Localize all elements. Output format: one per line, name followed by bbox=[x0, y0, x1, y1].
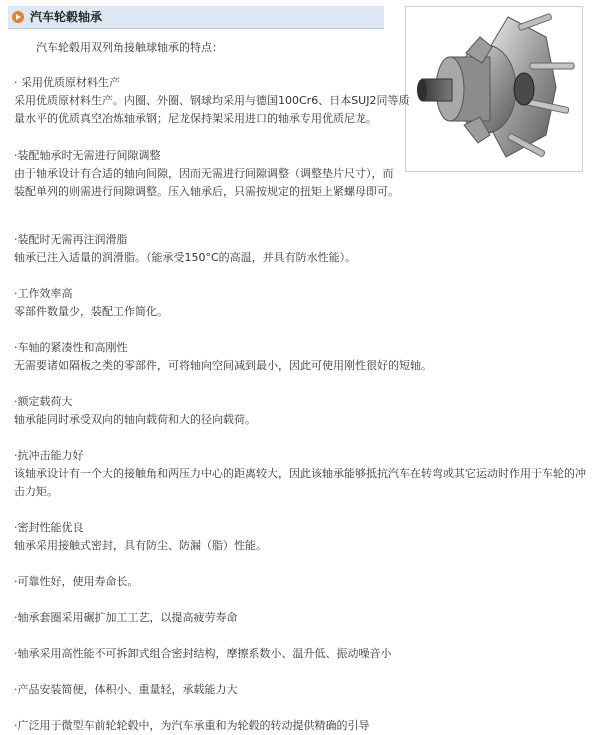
feature-heading: ·车轴的紧凑性和高刚性 bbox=[14, 341, 128, 354]
feature-item bbox=[14, 285, 586, 321]
feature-item bbox=[14, 339, 586, 375]
feature-item bbox=[14, 393, 586, 429]
feature-heading: ·抗冲击能力好 bbox=[14, 449, 84, 462]
feature-heading: ·可靠性好，使用寿命长。 bbox=[14, 575, 139, 588]
feature-list bbox=[14, 74, 586, 735]
feature-heading: ·装配轴承时无需进行间隙调整 bbox=[14, 149, 161, 162]
feature-item bbox=[14, 717, 586, 735]
feature-item bbox=[14, 74, 586, 128]
feature-heading: ·密封性能优良 bbox=[14, 521, 84, 534]
page-title: 汽车轮毂轴承 bbox=[30, 10, 103, 24]
feature-line: 轴承能同时承受双向的轴向载荷和大的径向载荷。 bbox=[14, 413, 256, 426]
feature-line: 由于轴承设计有合适的轴向间隙，因而无需进行间隙调整（调整垫片尺寸），而 bbox=[14, 167, 394, 180]
feature-line: 该轴承设计有一个大的接触角和两压力中心的距离较大，因此该轴承能够抵抗汽车在转弯或其它运动时作用于车轮的冲击力矩。 bbox=[14, 467, 586, 498]
feature-line: 采用优质原材料生产。内圈、外圈、钢球均采用与德国100Cr6、日本SUJ2同等质 bbox=[14, 94, 410, 107]
feature-heading: ·轴承套圈采用碾扩加工工艺，以提高疲劳寿命 bbox=[14, 611, 238, 624]
feature-item bbox=[14, 573, 586, 591]
feature-item bbox=[14, 447, 586, 501]
feature-item bbox=[14, 645, 586, 663]
arrow-bullet-icon bbox=[12, 11, 24, 23]
feature-heading: ·额定载荷大 bbox=[14, 395, 73, 408]
feature-line: 轴承已注入适量的润滑脂。（能承受150°C的高温，并具有防水性能）。 bbox=[14, 251, 357, 264]
feature-heading: ·产品安装简便，体积小、重量轻，承载能力大 bbox=[14, 683, 238, 696]
feature-item bbox=[14, 681, 586, 699]
feature-heading: · 采用优质原材料生产 bbox=[14, 76, 120, 89]
feature-heading: ·广泛用于微型车前轮轮毂中，为汽车承重和为轮毂的转动提供精确的引导 bbox=[14, 719, 370, 732]
feature-item bbox=[14, 609, 586, 627]
feature-line: 无需要诸如隔板之类的零部件，可将轴向空间减到最小，因此可使用刚性很好的短轴。 bbox=[14, 359, 432, 372]
feature-item bbox=[14, 147, 586, 201]
feature-heading: ·装配时无需再注润滑脂 bbox=[14, 233, 128, 246]
feature-line: 量水平的优质真空冶炼轴承钢；尼龙保持架采用进口的轴承专用优质尼龙。 bbox=[14, 112, 377, 125]
feature-item bbox=[14, 231, 586, 267]
feature-line: 轴承采用接触式密封，具有防尘、防漏（脂）性能。 bbox=[14, 539, 267, 552]
feature-heading: ·轴承采用高性能不可拆卸式组合密封结构，摩擦系数小、温升低、振动噪音小 bbox=[14, 647, 392, 660]
intro-text: 汽车轮毂用双列角接触球轴承的特点： bbox=[36, 41, 223, 54]
feature-item bbox=[14, 519, 586, 555]
feature-line: 装配单列的则需进行间隙调整。压入轴承后，只需按规定的扭矩上紧螺母即可。 bbox=[14, 185, 399, 198]
feature-heading: ·工作效率高 bbox=[14, 287, 73, 300]
section-title-bar bbox=[8, 6, 384, 29]
feature-line: 零部件数量少，装配工作简化。 bbox=[14, 305, 168, 318]
